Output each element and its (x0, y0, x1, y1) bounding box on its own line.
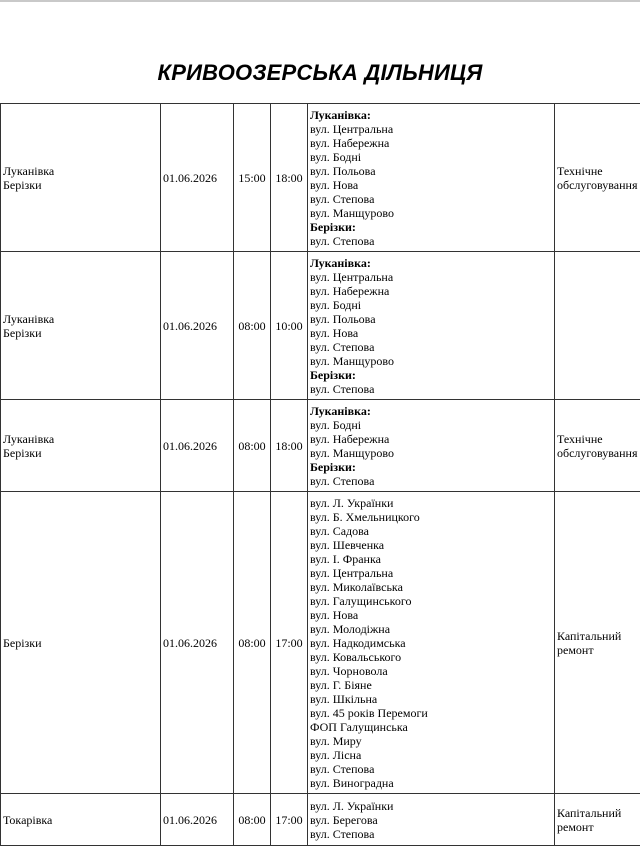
reason-cell (555, 104, 640, 252)
reason-cell (555, 492, 640, 794)
street-name: вул. Центральна (310, 122, 552, 136)
street-name: вул. Степова (310, 827, 552, 841)
locality-name: Луканівка (3, 312, 158, 326)
reason-text: Технічне (557, 164, 640, 178)
streets-cell (308, 492, 555, 794)
date-cell: 01.06.2026 (161, 104, 234, 252)
locality-name: Берізки (3, 326, 158, 340)
street-name: вул. Молодіжна (310, 622, 552, 636)
reason-text: ремонт (557, 820, 640, 834)
street-name: ФОП Галущинська (310, 720, 552, 734)
street-name: вул. І. Франка (310, 552, 552, 566)
locality-name: Берізки (3, 446, 158, 460)
table-row (1, 400, 640, 492)
streets-cell (308, 400, 555, 492)
street-name: вул. Бодні (310, 150, 552, 164)
page-title: КРИВООЗЕРСЬКА ДІЛЬНИЦЯ (0, 60, 640, 86)
reason-text: Технічне (557, 432, 640, 446)
street-name: вул. Манщурово (310, 354, 552, 368)
street-name: вул. Надкодимська (310, 636, 552, 650)
reason-text: обслуговування (557, 178, 640, 192)
end-time-cell: 18:00 (271, 104, 308, 252)
end-time-cell: 17:00 (271, 492, 308, 794)
street-name: вул. Бодні (310, 298, 552, 312)
street-name: вул. Садова (310, 524, 552, 538)
street-name: вул. Центральна (310, 270, 552, 284)
date-cell: 01.06.2026 (161, 252, 234, 400)
village-heading: Берізки: (310, 460, 552, 474)
street-name: вул. Набережна (310, 136, 552, 150)
street-name: вул. Степова (310, 762, 552, 776)
village-heading: Луканівка: (310, 256, 552, 270)
street-name: вул. Манщурово (310, 206, 552, 220)
table-row (1, 252, 640, 400)
village-heading: Берізки: (310, 368, 552, 382)
street-name: вул. Л. Українки (310, 799, 552, 813)
locality-cell (1, 104, 161, 252)
street-name: вул. Миколаївська (310, 580, 552, 594)
street-name: вул. Набережна (310, 284, 552, 298)
table-row (1, 104, 640, 252)
reason-cell (555, 400, 640, 492)
locality-name: Берізки (3, 636, 158, 650)
date-cell: 01.06.2026 (161, 492, 234, 794)
reason-text: Капітальний (557, 629, 640, 643)
end-time-cell: 17:00 (271, 794, 308, 846)
start-time-cell: 08:00 (234, 252, 271, 400)
village-heading: Берізки: (310, 220, 552, 234)
start-time-cell: 08:00 (234, 492, 271, 794)
street-name: вул. Берегова (310, 813, 552, 827)
start-time-cell: 08:00 (234, 400, 271, 492)
street-name: вул. Бодні (310, 418, 552, 432)
reason-cell (555, 794, 640, 846)
locality-name: Луканівка (3, 164, 158, 178)
reason-text: ремонт (557, 643, 640, 657)
street-name: вул. Степова (310, 192, 552, 206)
top-border-line (0, 0, 640, 2)
street-name: вул. Виноградна (310, 776, 552, 790)
street-name: вул. Степова (310, 234, 552, 248)
street-name: вул. Нова (310, 178, 552, 192)
street-name: вул. Чорновола (310, 664, 552, 678)
street-name: вул. Польова (310, 312, 552, 326)
reason-cell (555, 252, 640, 400)
streets-cell (308, 794, 555, 846)
reason-text: обслуговування (557, 446, 640, 460)
street-name: вул. 45 років Перемоги (310, 706, 552, 720)
street-name: вул. Польова (310, 164, 552, 178)
reason-text: Капітальний (557, 806, 640, 820)
street-name: вул. Ковальського (310, 650, 552, 664)
date-cell: 01.06.2026 (161, 400, 234, 492)
table-row (1, 492, 640, 794)
locality-cell (1, 252, 161, 400)
street-name: вул. Нова (310, 608, 552, 622)
street-name: вул. Шкільна (310, 692, 552, 706)
date-cell: 01.06.2026 (161, 794, 234, 846)
street-name: вул. Манщурово (310, 446, 552, 460)
street-name: вул. Набережна (310, 432, 552, 446)
start-time-cell: 08:00 (234, 794, 271, 846)
street-name: вул. Степова (310, 382, 552, 396)
street-name: вул. Шевченка (310, 538, 552, 552)
streets-cell (308, 104, 555, 252)
street-name: вул. Нова (310, 326, 552, 340)
outage-schedule-table (0, 103, 640, 846)
street-name: вул. Центральна (310, 566, 552, 580)
locality-cell (1, 400, 161, 492)
table-row (1, 794, 640, 846)
locality-name: Луканівка (3, 432, 158, 446)
village-heading: Луканівка: (310, 108, 552, 122)
locality-name: Токарівка (3, 813, 158, 827)
village-heading: Луканівка: (310, 404, 552, 418)
streets-cell (308, 252, 555, 400)
street-name: вул. Лісна (310, 748, 552, 762)
locality-name: Берізки (3, 178, 158, 192)
street-name: вул. Миру (310, 734, 552, 748)
street-name: вул. Галущинського (310, 594, 552, 608)
end-time-cell: 10:00 (271, 252, 308, 400)
street-name: вул. Степова (310, 340, 552, 354)
street-name: вул. Г. Біяне (310, 678, 552, 692)
end-time-cell: 18:00 (271, 400, 308, 492)
locality-cell (1, 794, 161, 846)
locality-cell (1, 492, 161, 794)
street-name: вул. Л. Українки (310, 496, 552, 510)
street-name: вул. Б. Хмельницкого (310, 510, 552, 524)
street-name: вул. Степова (310, 474, 552, 488)
start-time-cell: 15:00 (234, 104, 271, 252)
